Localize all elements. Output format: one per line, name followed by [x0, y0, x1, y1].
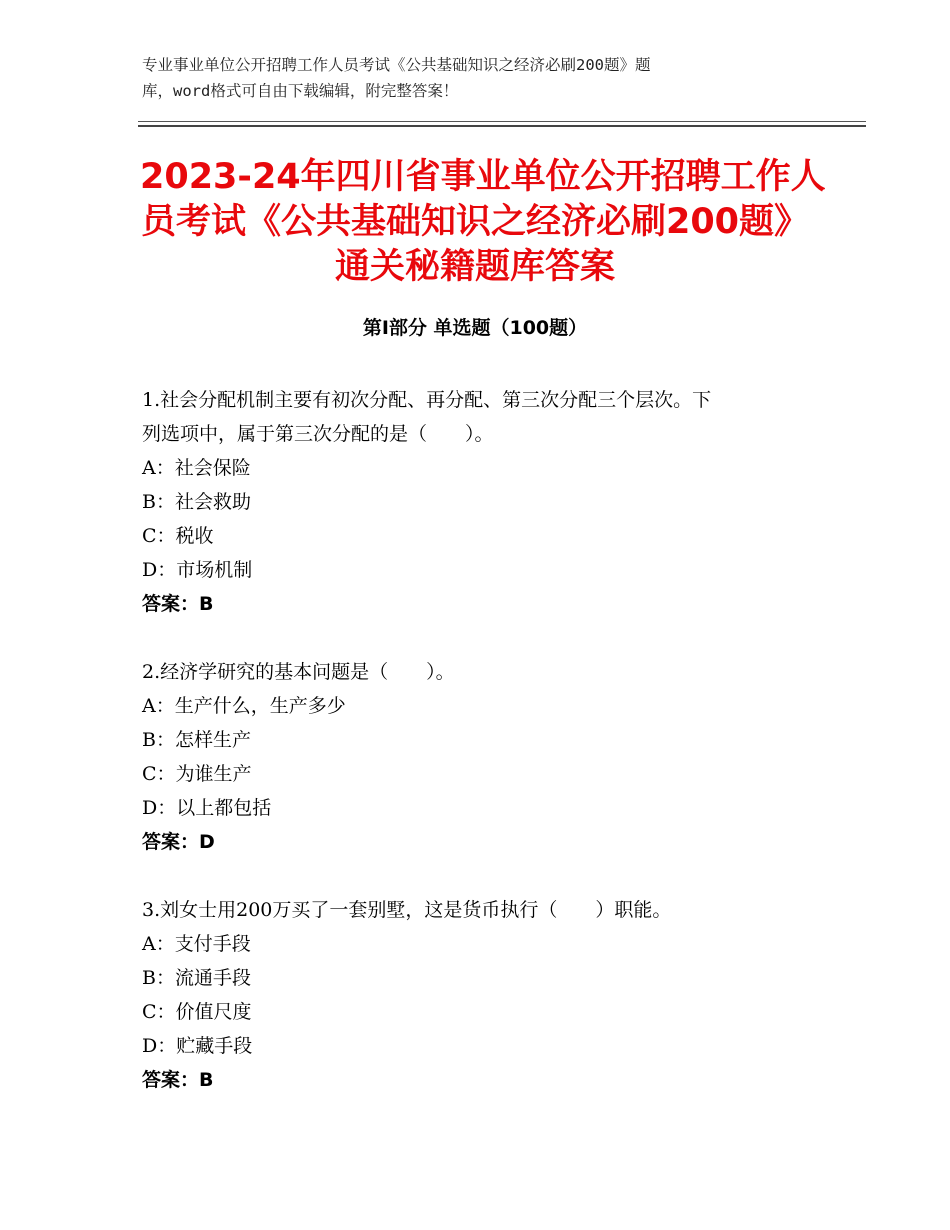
question-stem-line: 3.刘女士用200万买了一套别墅，这是货币执行（ ）职能。 [142, 899, 672, 921]
title-line-3: 通关秘籍题库答案 [334, 247, 615, 287]
question-stem-line: 1.社会分配机制主要有初次分配、再分配、第三次分配三个层次。下 [142, 389, 712, 411]
answer-line: 答案：B [142, 1069, 214, 1091]
header-divider-thin [138, 121, 866, 122]
question-3 [142, 893, 822, 1097]
title-line-2: 员考试《公共基础知识之经济必刷200题》 [140, 202, 810, 242]
answer-line: 答案：B [142, 593, 214, 615]
option-c: C：价值尺度 [142, 1001, 252, 1023]
option-d: D：以上都包括 [142, 797, 272, 819]
question-list [142, 383, 822, 1131]
section-heading: 第Ⅰ部分 单选题（100题） [362, 317, 588, 339]
document-title [140, 155, 826, 290]
option-a: A：社会保险 [142, 457, 251, 479]
option-a: A：支付手段 [142, 933, 251, 955]
option-b: B：社会救助 [142, 491, 251, 513]
question-stem-line: 2.经济学研究的基本问题是（ ）。 [142, 661, 455, 683]
question-2 [142, 655, 822, 859]
title-line-1: 2023-24年四川省事业单位公开招聘工作人 [140, 157, 826, 197]
header-divider-thick [138, 125, 866, 127]
header-note [142, 52, 822, 104]
option-c: C：税收 [142, 525, 214, 547]
header-note-line-2: 库，word格式可自由下载编辑，附完整答案！ [142, 82, 459, 100]
option-d: D：贮藏手段 [142, 1035, 253, 1057]
option-c: C：为谁生产 [142, 763, 252, 785]
option-b: B：怎样生产 [142, 729, 251, 751]
option-d: D：市场机制 [142, 559, 253, 581]
answer-line: 答案：D [142, 831, 215, 853]
option-a: A：生产什么，生产多少 [142, 695, 346, 717]
question-1 [142, 383, 822, 621]
option-b: B：流通手段 [142, 967, 251, 989]
header-note-line-1: 专业事业单位公开招聘工作人员考试《公共基础知识之经济必刷200题》题 [142, 56, 651, 74]
question-stem-line: 列选项中，属于第三次分配的是（ ）。 [142, 423, 494, 445]
